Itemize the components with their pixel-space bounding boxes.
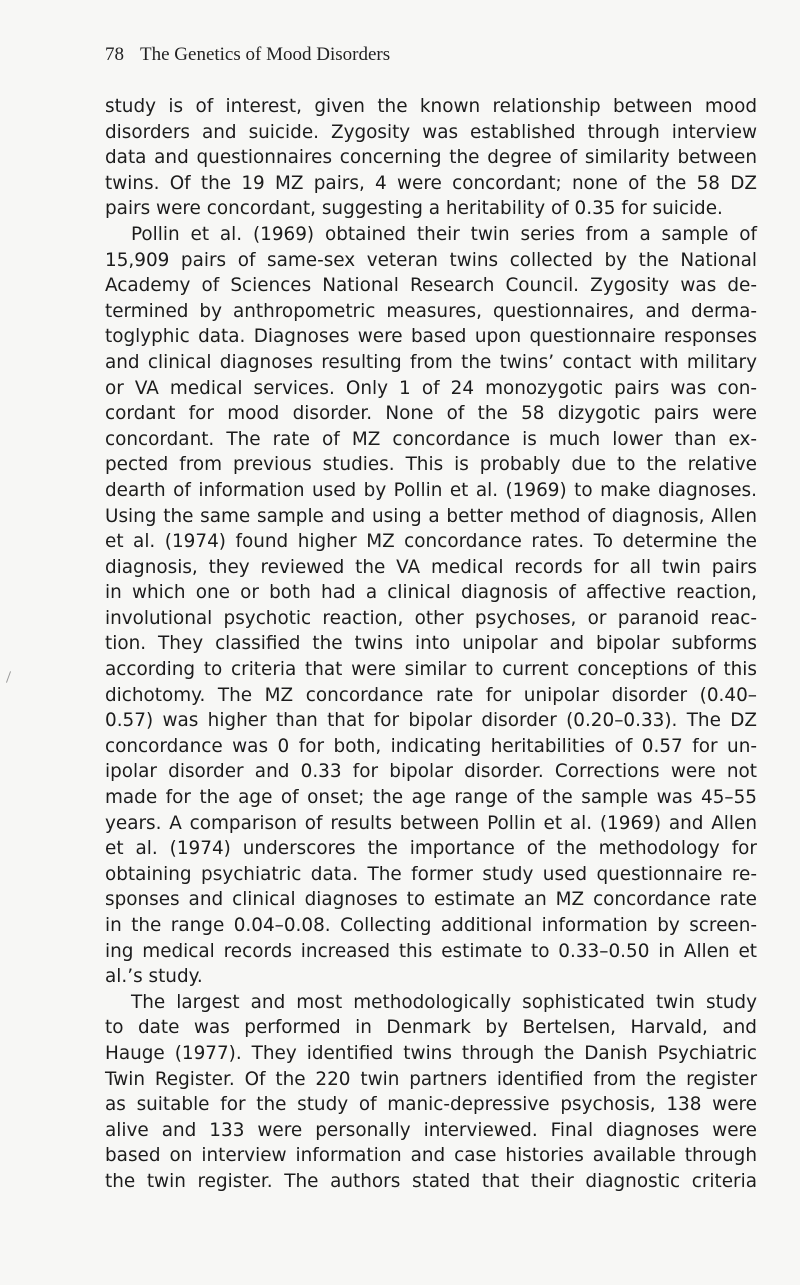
text-line: Using the same sample and using a better method of diagnosis, Allen bbox=[105, 505, 757, 527]
text-line: twins. Of the 19 MZ pairs, 4 were concordant; none of the 58 DZ bbox=[105, 172, 757, 194]
text-line: study is of interest, given the known relationship between mood bbox=[105, 96, 757, 117]
text-line: the twin register. The authors stated that their diagnostic criteria bbox=[105, 1170, 757, 1192]
text-line: diagnosis, they reviewed the VA medical records for all twin pairs bbox=[105, 556, 757, 578]
text-line: Academy of Sciences National Research Council. Zygosity was de- bbox=[105, 275, 757, 297]
text-line: dichotomy. The MZ concordance rate for unipolar disorder (0.40– bbox=[105, 684, 757, 706]
text-line: al.’s study. bbox=[105, 966, 203, 988]
text-line: years. A comparison of results between Pollin et al. (1969) and Allen bbox=[105, 812, 757, 834]
text-line: according to criteria that were similar to current conceptions of this bbox=[105, 659, 757, 681]
text-line: data and questionnaires concerning the degree of similarity between bbox=[105, 147, 757, 169]
text-line: as suitable for the study of manic-depressive psychosis, 138 were bbox=[105, 1094, 757, 1116]
text-line: ing medical records increased this estimate to 0.33–0.50 in Allen et bbox=[105, 940, 757, 962]
text-line: or VA medical services. Only 1 of 24 monozygotic pairs was con- bbox=[105, 377, 757, 399]
text-line: ipolar disorder and 0.33 for bipolar disorder. Corrections were not bbox=[105, 761, 757, 783]
text-line: sponses and clinical diagnoses to estimate an MZ concordance rate bbox=[105, 889, 757, 911]
paragraph-start-line: Pollin et al. (1969) obtained their twin series from a sample of bbox=[131, 223, 757, 245]
text-line: involutional psychotic reaction, other psychoses, or paranoid reac- bbox=[105, 607, 757, 629]
body-text bbox=[105, 94, 757, 1195]
text-line: cordant for mood disorder. None of the 58 dizygotic pairs were bbox=[105, 403, 757, 425]
text-line: made for the age of onset; the age range of the sample was 45–55 bbox=[105, 787, 757, 809]
text-line: tion. They classified the twins into unipolar and bipolar subforms bbox=[105, 633, 757, 655]
text-line: toglyphic data. Diagnoses were based upon questionnaire responses bbox=[105, 326, 757, 348]
text-line: and clinical diagnoses resulting from the twins’ contact with military bbox=[105, 351, 757, 373]
text-line: alive and 133 were personally interviewed. Final diagnoses were bbox=[105, 1119, 757, 1141]
page-number: 78 bbox=[105, 44, 124, 65]
text-line: in the range 0.04–0.08. Collecting additional information by screen- bbox=[105, 915, 757, 936]
text-line: concordant. The rate of MZ concordance is much lower than ex- bbox=[105, 428, 757, 450]
text-line: et al. (1974) found higher MZ concordance rates. To determine the bbox=[105, 531, 757, 553]
text-line: dearth of information used by Pollin et al. (1969) to make diagnoses. bbox=[105, 479, 757, 501]
text-line: pairs were concordant, suggesting a heritability of 0.35 for suicide. bbox=[105, 198, 723, 220]
text-line: termined by anthropometric measures, questionnaires, and derma- bbox=[105, 300, 757, 322]
text-line: 0.57) was higher than that for bipolar disorder (0.20–0.33). The DZ bbox=[105, 710, 757, 732]
margin-mark bbox=[6, 671, 11, 683]
text-line: obtaining psychiatric data. The former study used questionnaire re- bbox=[105, 863, 757, 885]
text-line: 15,909 pairs of same-sex veteran twins collected by the National bbox=[105, 249, 757, 271]
text-line: to date was performed in Denmark by Bertelsen, Harvald, and bbox=[105, 1017, 757, 1039]
text-line: Hauge (1977). They identified twins through the Danish Psychiatric bbox=[105, 1042, 757, 1064]
text-line: concordance was 0 for both, indicating heritabilities of 0.57 for un- bbox=[105, 735, 757, 757]
text-line: et al. (1974) underscores the importance of the methodology for bbox=[105, 838, 757, 860]
text-line: Twin Register. Of the 220 twin partners identified from the register bbox=[105, 1068, 757, 1090]
text-line: disorders and suicide. Zygosity was established through interview bbox=[105, 121, 757, 143]
book-title: The Genetics of Mood Disorders bbox=[140, 44, 391, 65]
text-line: pected from previous studies. This is probably due to the relative bbox=[105, 454, 757, 476]
text-line: in which one or both had a clinical diagnosis of affective reaction, bbox=[105, 582, 757, 604]
text-line: based on interview information and case histories available through bbox=[105, 1145, 757, 1167]
paragraph-start-line: The largest and most methodologically sophisticated twin study bbox=[131, 991, 757, 1013]
running-header bbox=[105, 44, 390, 66]
